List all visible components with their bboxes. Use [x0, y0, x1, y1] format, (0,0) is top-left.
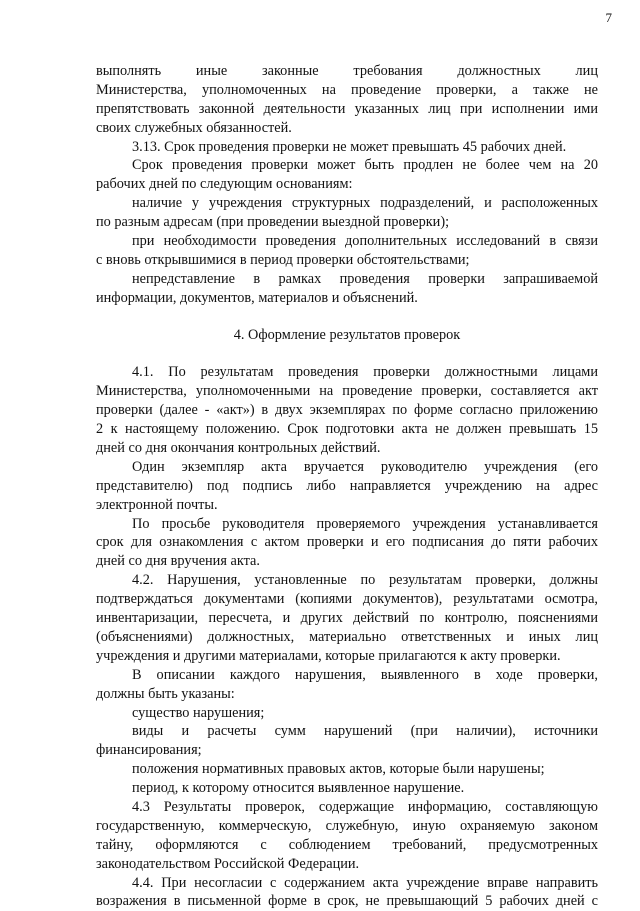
- text-line: 4.1. По результатам проведения проверки должностными лицами: [132, 364, 598, 381]
- paragraph-4-3: [96, 798, 598, 874]
- page-number: 7: [605, 10, 612, 25]
- paragraph-3-13: [96, 138, 598, 157]
- text-line: подтверждаться документами (копиями документов), результатами осмотра,: [96, 591, 598, 608]
- text-line: возражения в письменной форме в срок, не превышающий 5 рабочих дней с: [96, 893, 598, 910]
- text-line: дней со дня окончания контрольных действий.: [96, 440, 381, 457]
- text-line: тайну, оформляются с соблюдением требований, предусмотренных: [96, 836, 598, 853]
- paragraph-ground-2: [96, 232, 598, 270]
- text-line: электронной почты.: [96, 496, 218, 513]
- text-line: (объяснениями) должностных, материально ответственных и иных лиц: [96, 628, 598, 645]
- text-line: при необходимости проведения дополнительных исследований в связи: [132, 233, 598, 250]
- text-line: своих служебных обязанностей.: [96, 119, 292, 136]
- paragraph-essence: [96, 704, 598, 723]
- text-line: Срок проведения проверки может быть продлен не более чем на 20: [132, 157, 598, 174]
- paragraph-continuation: [96, 62, 598, 138]
- text-line: проверки (далее - «акт») в двух экземплярах по форме согласно приложению: [96, 402, 598, 419]
- text-line: непредставление в рамках проведения проверки запрашиваемой: [132, 270, 598, 287]
- paragraph-ground-3: [96, 270, 598, 308]
- text-line: Один экземпляр акта вручается руководителю учреждения (его: [132, 458, 598, 475]
- text-line: 2 к настоящему положению. Срок подготовки акта не должен превышать 15: [96, 421, 598, 438]
- paragraph-period: [96, 779, 598, 798]
- paragraph-description: [96, 666, 598, 704]
- paragraph-provisions: [96, 760, 598, 779]
- text-line: Министерства, уполномоченных на проведение проверки, а также не: [96, 81, 598, 98]
- paragraph-copy: [96, 458, 598, 515]
- text-line: срок для ознакомления с актом проверки и его подписания до пяти рабочих: [96, 534, 598, 551]
- text-line: 3.13. Срок проведения проверки не может превышать 45 рабочих дней.: [132, 138, 567, 155]
- paragraph-ground-1: [96, 194, 598, 232]
- document-body: [96, 62, 598, 911]
- text-line: существо нарушения;: [132, 704, 265, 721]
- text-line: дней со дня вручения акта.: [96, 553, 260, 570]
- text-line: Министерства, уполномоченными на проведение проверки, составляется акт: [96, 383, 598, 400]
- paragraph-4-4: [96, 874, 598, 911]
- text-line: информации, документов, материалов и объяснений.: [96, 289, 418, 306]
- text-line: должны быть указаны:: [96, 685, 235, 702]
- paragraph-extension: [96, 156, 598, 194]
- text-line: законодательством Российской Федерации.: [96, 855, 360, 872]
- text-line: период, к которому относится выявленное нарушение.: [132, 780, 465, 797]
- text-line: наличие у учреждения структурных подразделений, и расположенных: [132, 195, 598, 212]
- section-heading: 4. Оформление результатов проверок: [233, 326, 461, 343]
- text-line: По просьбе руководителя проверяемого учреждения устанавливается: [132, 515, 598, 532]
- text-line: с вновь открывшимися в период проверки обстоятельствами;: [96, 251, 470, 268]
- text-line: рабочих дней по следующим основаниям:: [96, 176, 353, 193]
- text-line: В описании каждого нарушения, выявленного в ходе проверки,: [132, 666, 598, 683]
- text-line: учреждения и другими материалами, которые прилагаются к акту проверки.: [96, 647, 561, 664]
- paragraph-4-2: [96, 571, 598, 665]
- text-line: инвентаризации, пересчета, и других действий по контролю, пояснениями: [96, 610, 598, 627]
- text-line: 4.4. При несогласии с содержанием акта учреждение вправе направить: [132, 874, 598, 891]
- text-line: положения нормативных правовых актов, которые были нарушены;: [132, 761, 545, 778]
- paragraph-4-1: [96, 363, 598, 457]
- text-line: 4.3 Результаты проверок, содержащие информацию, составляющую: [132, 798, 598, 815]
- text-line: по разным адресам (при проведении выездной проверки);: [96, 214, 450, 231]
- text-line: финансирования;: [96, 742, 202, 759]
- paragraph-request: [96, 515, 598, 572]
- text-line: препятствовать законной деятельности указанных лиц при исполнении ими: [96, 100, 598, 117]
- text-line: государственную, коммерческую, служебную, иную охраняемую законом: [96, 817, 598, 834]
- text-line: виды и расчеты сумм нарушений (при наличии), источники: [132, 723, 598, 740]
- text-line: представителю) под подпись либо направляется учреждению на адрес: [96, 477, 598, 494]
- paragraph-types: [96, 722, 598, 760]
- text-line: выполнять иные законные требования должностных лиц: [96, 63, 598, 79]
- text-line: 4.2. Нарушения, установленные по результатам проверки, должны: [132, 572, 598, 589]
